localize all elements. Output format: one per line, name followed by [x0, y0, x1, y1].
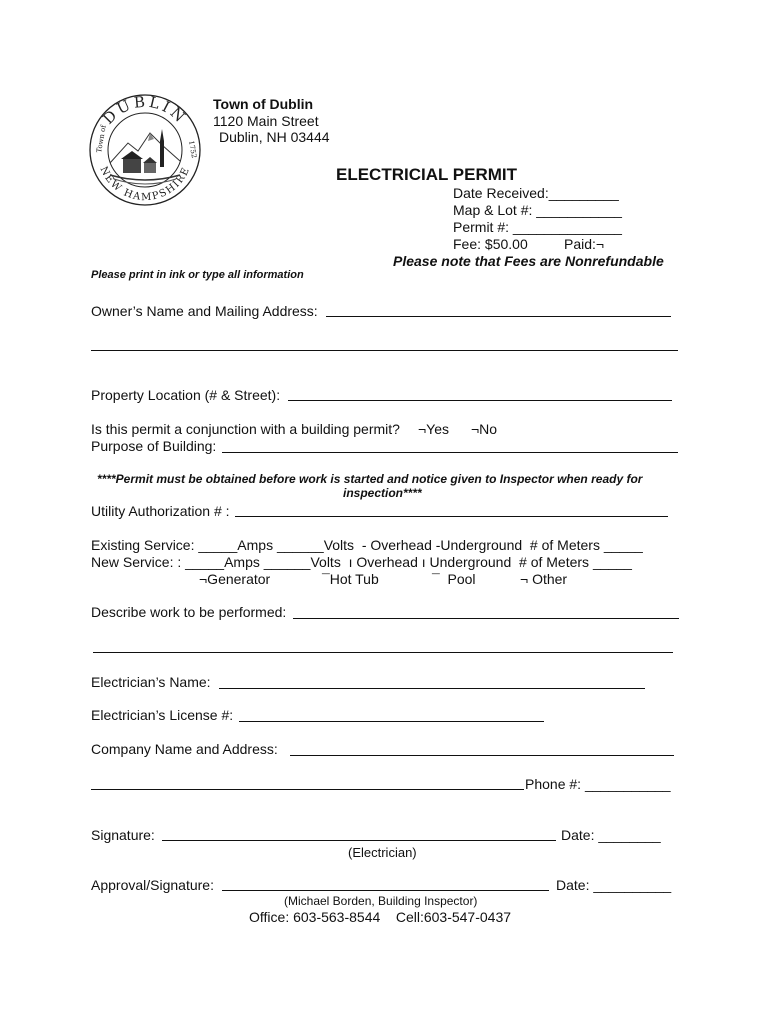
town-city: Dublin, NH 03444	[219, 129, 330, 145]
permit-number-field[interactable]: Permit #: ______________	[453, 219, 622, 235]
describe-work-line[interactable]	[293, 618, 679, 619]
signature-date-field[interactable]: Date: ________	[561, 827, 661, 843]
other-checkbox[interactable]: ¬ Other	[520, 571, 568, 587]
town-street: 1120 Main Street	[213, 113, 319, 129]
electrician-license-line[interactable]	[239, 721, 544, 722]
property-label: Property Location (# & Street):	[91, 387, 281, 403]
phone-field[interactable]: Phone #: ___________	[525, 776, 671, 792]
describe-work-label: Describe work to be performed:	[91, 604, 287, 620]
town-seal-logo	[88, 93, 202, 207]
property-field-line[interactable]	[288, 400, 672, 401]
contact-numbers: Office: 603-563-8544 Cell:603-547-0437	[249, 909, 512, 925]
seal-left-text: Town of	[95, 124, 108, 154]
utility-label: Utility Authorization # :	[91, 503, 230, 519]
owner-label: Owner’s Name and Mailing Address:	[91, 303, 318, 319]
approval-label: Approval/Signature:	[91, 877, 214, 893]
town-name: Town of Dublin	[213, 96, 314, 112]
page-title: ELECTRICIAL PERMIT	[336, 165, 518, 184]
fee-amount: Fee: $50.00	[453, 236, 528, 252]
signature-label: Signature:	[91, 827, 155, 843]
company-line-2[interactable]	[91, 789, 524, 790]
electrician-license-label: Electrician’s License #:	[91, 707, 234, 723]
pool-checkbox[interactable]: ¯ Pool	[432, 571, 476, 587]
purpose-label: Purpose of Building:	[91, 438, 217, 454]
existing-service-line[interactable]: Existing Service: _____Amps ______Volts ‐ Overhead ‐Underground # of Meters _____	[91, 537, 643, 553]
notice-line-2: inspection****	[343, 486, 422, 500]
signature-line[interactable]	[162, 840, 556, 841]
notice-line-1: ****Permit must be obtained before work is started and notice given to Inspector when ready for	[97, 472, 643, 486]
seal-bottom-text: NEW HAMPSHIRE	[97, 164, 193, 204]
owner-field-line[interactable]	[326, 316, 671, 317]
owner-field-line-2[interactable]	[91, 350, 678, 351]
generator-checkbox[interactable]: ¬Generator	[199, 571, 271, 587]
electrician-caption: (Electrician)	[348, 845, 417, 860]
new-service-line[interactable]: New Service: : _____Amps ______Volts ı Overhead ı Underground # of Meters _____	[91, 554, 632, 570]
date-received-field[interactable]: Date Received:_________	[453, 185, 619, 201]
approval-line[interactable]	[222, 890, 549, 891]
svg-text:DUBLIN	[99, 93, 190, 128]
no-checkbox[interactable]: ¬No	[471, 421, 498, 437]
inspector-caption: (Michael Borden, Building Inspector)	[284, 894, 478, 908]
hot-tub-checkbox[interactable]: ¯Hot Tub	[322, 571, 379, 587]
purpose-field-line[interactable]	[222, 452, 678, 453]
instructions-text: Please print in ink or type all information	[91, 269, 304, 281]
utility-field-line[interactable]	[235, 516, 668, 517]
fee-note: Please note that Fees are Nonrefundable	[393, 253, 664, 269]
seal-right-text: 1752	[187, 139, 199, 159]
approval-date-field[interactable]: Date: __________	[556, 877, 672, 893]
company-label: Company Name and Address:	[91, 741, 278, 757]
paid-checkbox[interactable]: Paid:¬	[564, 236, 605, 252]
company-line[interactable]	[290, 755, 674, 756]
map-lot-field[interactable]: Map & Lot #: ___________	[453, 202, 622, 218]
seal-top-text: DUBLIN	[99, 93, 191, 128]
describe-work-line-2[interactable]	[93, 652, 673, 653]
electrician-name-label: Electrician’s Name:	[91, 674, 211, 690]
yes-checkbox[interactable]: ¬Yes	[418, 421, 450, 437]
electrician-name-line[interactable]	[219, 688, 645, 689]
building-permit-question: Is this permit a conjunction with a building permit?	[91, 421, 400, 437]
